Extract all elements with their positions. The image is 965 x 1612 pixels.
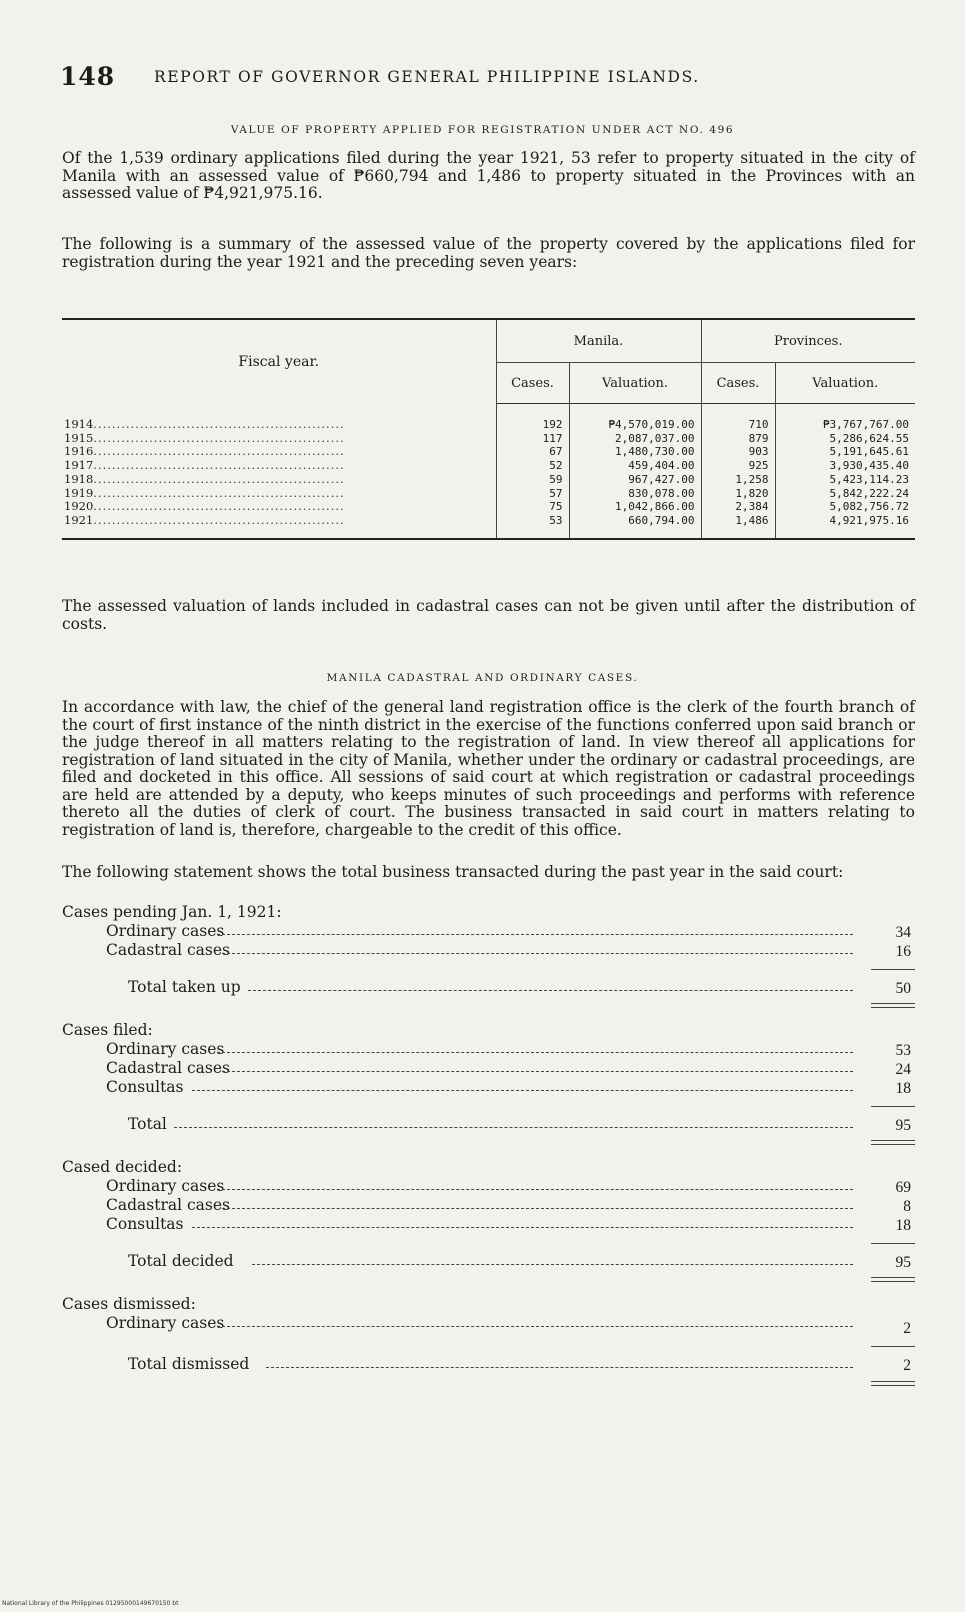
- leader-line: [217, 1326, 853, 1327]
- table-bottom-rule: [62, 538, 915, 540]
- provinces-cases-cell: 879: [701, 432, 775, 446]
- manila-valuation-cell: 2,087,037.00: [569, 432, 701, 446]
- manila-valuation-cell: 967,427.00: [569, 473, 701, 487]
- cases-ledger: [62, 903, 915, 1603]
- year-cell: 1920: [64, 500, 94, 514]
- table-row: 1915...................................................... 117 2,087,037.00 879 5,286,624.55: [62, 432, 915, 446]
- ledger-total-label: Total: [128, 1115, 167, 1133]
- sum-rule: [871, 1106, 915, 1107]
- ledger-item-label: Cadastral cases: [106, 1196, 230, 1214]
- provinces-cases-cell: 2,384: [701, 500, 775, 514]
- provinces-valuation-cell: 5,191,645.61: [829, 445, 909, 459]
- provinces-cases-cell: 903: [701, 445, 775, 459]
- column-group-manila: Manila.: [496, 319, 701, 363]
- leader-line: [192, 1090, 853, 1091]
- assessed-value-table: [62, 318, 915, 540]
- ledger-total-label: Total taken up: [128, 978, 241, 996]
- leader-line: [174, 1127, 853, 1128]
- ledger-item-label: Ordinary cases: [106, 1177, 225, 1195]
- ledger-total-value: 50: [895, 980, 911, 997]
- provinces-cases-cell: 1,258: [701, 473, 775, 487]
- paragraph-text: Of the 1,539 ordinary applications filed during the year 1921, 53 refer to property situated in the city of Manila with an assessed value of ₱660,794 and 1,486 to property situated in the Provinces with an assessed value of ₱4,921,975.16.: [62, 149, 915, 202]
- section-title-property-value: VALUE OF PROPERTY APPLIED FOR REGISTRATION UNDER ACT NO. 496: [230, 124, 735, 136]
- list-item: [62, 978, 915, 996]
- provinces-valuation-cell: 5,286,624.55: [829, 431, 909, 445]
- provinces-valuation-cell: 5,082,756.72: [829, 500, 909, 514]
- ledger-group-heading: Cases filed:: [62, 1021, 153, 1039]
- manila-valuation-cell: ₱4,570,019.00: [569, 404, 701, 432]
- double-rule: [871, 1003, 915, 1008]
- column-header-manila-cases: Cases.: [496, 363, 569, 404]
- ledger-group-heading: Cased decided:: [62, 1158, 183, 1176]
- manila-cases-cell: 52: [496, 459, 569, 473]
- ledger-item-label: Cadastral cases: [106, 941, 230, 959]
- year-cell: 1917: [64, 459, 94, 473]
- column-header-provinces-cases: Cases.: [701, 363, 775, 404]
- year-cell: 1918: [64, 472, 94, 486]
- double-rule: [871, 1277, 915, 1282]
- ledger-total-value: 95: [895, 1117, 911, 1134]
- paragraph-cadastral-note: [62, 598, 915, 633]
- year-cell: 1915: [64, 431, 94, 445]
- ledger-group-heading: Cases pending Jan. 1, 1921:: [62, 903, 282, 921]
- ledger-item-value: 34: [895, 924, 911, 941]
- ledger-item-value: 2: [903, 1320, 911, 1337]
- sum-rule: [871, 969, 915, 970]
- provinces-valuation-cell: 4,921,975.16: [829, 513, 909, 527]
- manila-cases-cell: 75: [496, 500, 569, 514]
- ledger-item-value: 18: [895, 1217, 911, 1234]
- provinces-valuation-cell: 3,930,435.40: [829, 459, 909, 473]
- column-header-manila-valuation: Valuation.: [569, 363, 701, 404]
- ledger-total-label: Total decided: [128, 1252, 234, 1270]
- provinces-cases-cell: 710: [701, 404, 775, 432]
- ledger-item-label: Ordinary cases: [106, 922, 225, 940]
- paragraph-statement-intro: [62, 864, 915, 882]
- sum-rule: [871, 1243, 915, 1244]
- ledger-item-value: 24: [895, 1061, 911, 1078]
- list-item: [62, 1059, 915, 1077]
- paragraph-text: In accordance with law, the chief of the general land registration office is the clerk of the fourth branch of the court of first instance of the ninth district in the exercise of the functions conferred upon said branch or the judge thereof in all matters relating to the registration of land. In view thereof all applications for registration of land situated in the city of Manila, whether under the ordinary or cadastral proceedings, are filed and docketed in this office. All sessions of said court at which registration or cadastral proceedings are held are attended by a deputy, who keeps minutes of such proceedings and performs with reference thereto all the duties of clerk of court. The business transacted in said court in matters relating to registration of land is, therefore, chargeable to the credit of this office.: [62, 698, 915, 839]
- manila-valuation-cell: 1,042,866.00: [569, 500, 701, 514]
- year-cell: 1916: [64, 445, 94, 459]
- ledger-item-label: Cadastral cases: [106, 1059, 230, 1077]
- ledger-item-value: 16: [895, 943, 911, 960]
- table-row: 1918...................................................... 59 967,427.00 1,258 5,423,114.23: [62, 473, 915, 487]
- section-title-manila-cases: MANILA CADASTRAL AND ORDINARY CASES.: [326, 672, 639, 684]
- paragraph-applications-filed: [62, 150, 915, 203]
- list-item: [62, 1078, 915, 1096]
- table-row: 1920...................................................... 75 1,042,866.00 2,384 5,082,756.72: [62, 500, 915, 514]
- list-item: [62, 1115, 915, 1133]
- table-row: 1919...................................................... 57 830,078.00 1,820 5,842,222.24: [62, 487, 915, 501]
- paragraph-text: The assessed valuation of lands included in cadastral cases can not be given until after the distribution of costs.: [62, 597, 915, 633]
- leader-line: [217, 934, 853, 935]
- leader-line: [252, 1264, 853, 1265]
- provinces-cases-cell: 1,820: [701, 487, 775, 501]
- ledger-total-value: 95: [895, 1254, 911, 1271]
- leader-line: [222, 1071, 853, 1072]
- leader-line: [222, 953, 853, 954]
- ledger-item-value: 18: [895, 1080, 911, 1097]
- paragraph-text: The following is a summary of the assessed value of the property covered by the applications filed for registration during the year 1921 and the preceding seven years:: [62, 235, 915, 271]
- paragraph-text: The following statement shows the total business transacted during the past year in the said court:: [62, 863, 844, 881]
- column-header-provinces-valuation: Valuation.: [775, 363, 915, 404]
- manila-valuation-cell: 830,078.00: [569, 487, 701, 501]
- list-item: [62, 1252, 915, 1270]
- manila-cases-cell: 57: [496, 487, 569, 501]
- ledger-item-label: Ordinary cases: [106, 1314, 225, 1332]
- manila-cases-cell: 53: [496, 514, 569, 538]
- list-item: [62, 1177, 915, 1195]
- manila-valuation-cell: 660,794.00: [569, 514, 701, 538]
- table-row: 1921...................................................... 53 660,794.00 1,486 4,921,975.16: [62, 514, 915, 538]
- table-row: 1916...................................................... 67 1,480,730.00 903 5,191,645.61: [62, 445, 915, 459]
- ledger-item-label: Consultas: [106, 1078, 184, 1096]
- ledger-total-label: Total dismissed: [128, 1355, 250, 1373]
- column-group-provinces: Provinces.: [701, 319, 915, 363]
- paragraph-registration-office: [62, 699, 915, 839]
- leader-line: [217, 1052, 853, 1053]
- list-item: [62, 941, 915, 959]
- year-cell: 1921: [64, 513, 94, 527]
- leader-line: [192, 1227, 853, 1228]
- leader-line: [266, 1367, 853, 1368]
- ledger-item-value: 8: [903, 1198, 911, 1215]
- list-item: [62, 1355, 915, 1373]
- manila-cases-cell: 117: [496, 432, 569, 446]
- running-head: REPORT OF GOVERNOR GENERAL PHILIPPINE ISLANDS.: [154, 68, 700, 86]
- page-number: 148: [60, 62, 116, 91]
- ledger-item-label: Consultas: [106, 1215, 184, 1233]
- ledger-item-value: 53: [895, 1042, 911, 1059]
- list-item: [62, 1040, 915, 1058]
- manila-valuation-cell: 459,404.00: [569, 459, 701, 473]
- sum-rule: [871, 1346, 915, 1347]
- paragraph-summary-intro: [62, 236, 915, 271]
- leader-line: [217, 1189, 853, 1190]
- leader-line: [248, 990, 853, 991]
- provinces-valuation-cell: ₱3,767,767.00: [822, 418, 909, 431]
- scan-credit: National Library of the Philippines 01295000149670150 bt: [2, 1600, 179, 1607]
- manila-valuation-cell: 1,480,730.00: [569, 445, 701, 459]
- ledger-item-value: 69: [895, 1179, 911, 1196]
- leader-line: [222, 1208, 853, 1209]
- double-rule: [871, 1140, 915, 1145]
- year-cell: 1919: [64, 486, 94, 500]
- year-cell: 1914: [64, 416, 94, 431]
- list-item: [62, 1314, 915, 1337]
- table-row: 1914...................................................... 192 ₱4,570,019.00 710 ₱3,767,767.00: [62, 404, 915, 432]
- table-row: 1917...................................................... 52 459,404.00 925 3,930,435.40: [62, 459, 915, 473]
- ledger-item-label: Ordinary cases: [106, 1040, 225, 1058]
- provinces-cases-cell: 1,486: [701, 514, 775, 538]
- provinces-cases-cell: 925: [701, 459, 775, 473]
- manila-cases-cell: 192: [496, 404, 569, 432]
- ledger-total-value: 2: [903, 1357, 911, 1374]
- list-item: [62, 1196, 915, 1214]
- double-rule: [871, 1381, 915, 1386]
- provinces-valuation-cell: 5,842,222.24: [829, 486, 909, 500]
- manila-cases-cell: 59: [496, 473, 569, 487]
- list-item: [62, 922, 915, 940]
- ledger-group-heading: Cases dismissed:: [62, 1295, 196, 1313]
- list-item: [62, 1215, 915, 1233]
- manila-cases-cell: 67: [496, 445, 569, 459]
- column-header-fiscal-year: Fiscal year.: [62, 319, 496, 404]
- page-header: [60, 62, 905, 92]
- provinces-valuation-cell: 5,423,114.23: [829, 472, 909, 486]
